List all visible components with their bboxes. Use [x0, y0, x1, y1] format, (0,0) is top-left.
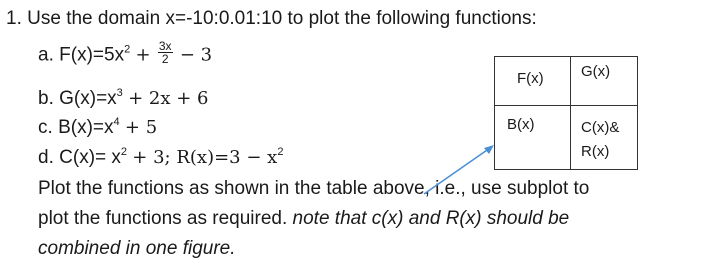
item-d-label: d. [38, 147, 54, 168]
table-vertical-divider [570, 57, 571, 169]
subplot-layout-table [494, 56, 638, 170]
item-d [38, 146, 283, 170]
instruction-plain: plot the functions as required. [38, 208, 288, 229]
table-horizontal-divider [495, 105, 637, 106]
table-cell-g: G(x) [581, 63, 611, 80]
item-a-fraction [158, 40, 173, 65]
table-cell-b: B(x) [507, 116, 535, 133]
item-b [38, 87, 208, 111]
item-a-prefix: F(x)=5x [59, 44, 125, 66]
item-b-exp: 3 [116, 87, 123, 99]
item-c-exp: 4 [113, 116, 120, 128]
item-a-plus: + [135, 44, 151, 66]
item-d-prefix: C(x)= x [59, 147, 121, 168]
item-c-prefix: B(x)=x [58, 117, 114, 138]
table-cell-cr-line1: C(x)& [581, 119, 620, 136]
table-cell-f: F(x) [517, 70, 544, 87]
item-c [38, 116, 157, 140]
arrow-icon [420, 140, 500, 200]
item-d-exp2: 2 [277, 146, 284, 158]
instruction-line-2 [38, 207, 569, 231]
item-b-prefix: G(x)=x [59, 88, 117, 109]
item-a [38, 39, 213, 68]
item-b-tail: + 2x + 6 [128, 88, 209, 109]
item-a-exp: 2 [124, 43, 131, 56]
instruction-line-1: Plot the functions as shown in the table above, i.e., use subplot to [38, 178, 590, 199]
table-cell-cr-line2: R(x) [581, 143, 610, 160]
question-intro: 1. Use the domain x=-10:0.01:10 to plot the following functions: [6, 8, 537, 29]
item-a-label: a. [38, 44, 54, 66]
instruction-note: note that c(x) and R(x) should be [292, 208, 570, 229]
item-d-mid: + 3; R(x)=3 − x [132, 147, 278, 168]
item-b-label: b. [38, 88, 54, 109]
instruction-line-3: combined in one figure. [38, 238, 236, 259]
item-d-exp1: 2 [120, 146, 128, 158]
item-a-frac-den: 2 [161, 52, 169, 66]
item-a-tail: − 3 [179, 44, 213, 66]
item-a-frac-num: 3x [158, 39, 172, 53]
item-c-tail: + 5 [124, 117, 158, 138]
item-c-label: c. [38, 117, 53, 138]
